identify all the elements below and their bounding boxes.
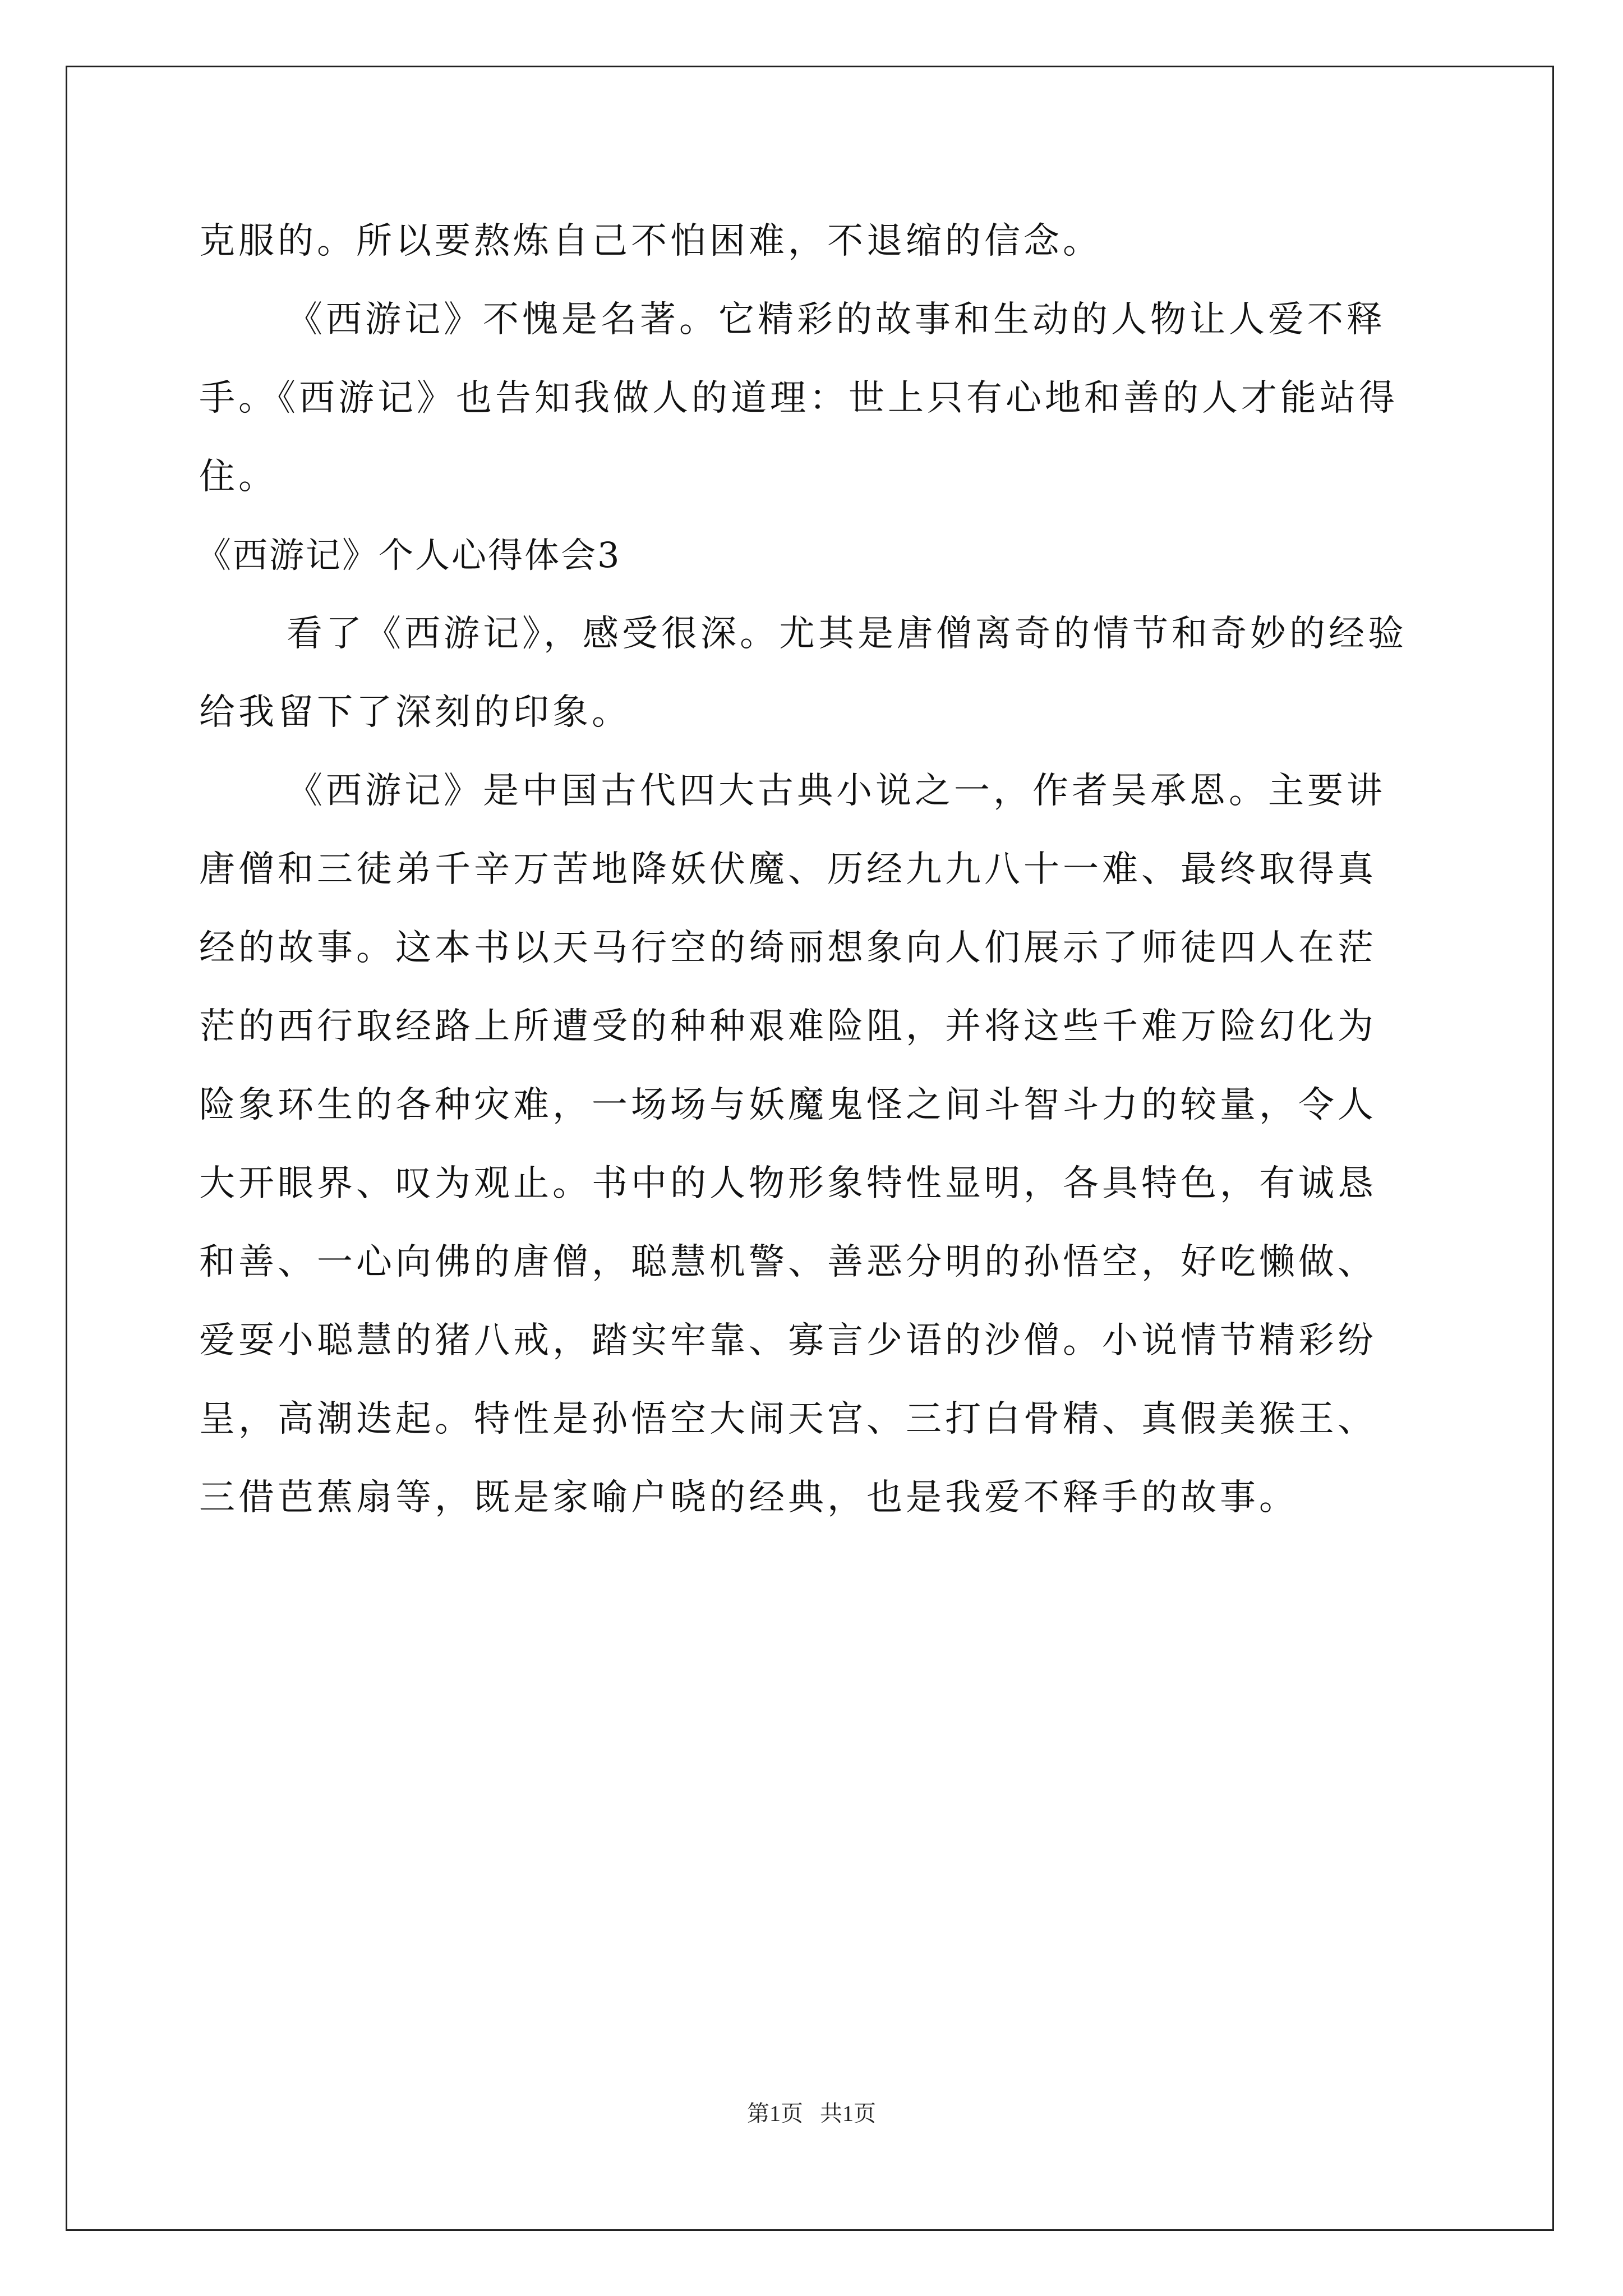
text-line: 大开眼界、叹为观止。书中的人物形象特性显明，各具特色，有诚恳 [199, 1163, 1377, 1204]
text-line: 呈，高潮迭起。特性是孙悟空大闹天宫、三打白骨精、真假美猴王、 [199, 1398, 1377, 1440]
text-line: 唐僧和三徒弟千辛万苦地降妖伏魔、历经九九八十一难、最终取得真 [199, 849, 1377, 890]
text-line: 给我留下了深刻的印象。 [199, 692, 631, 733]
page-number: 第1页 [747, 2101, 803, 2126]
text-line: 《西游记》不愧是名著。它精彩的故事和生动的人物让人爱不释 [287, 299, 1386, 341]
text-line: 和善、一心向佛的唐僧，聪慧机警、善恶分明的孙悟空，好吃懒做、 [199, 1241, 1377, 1283]
section-heading: 《西游记》个人心得体会3 [196, 535, 621, 576]
text-line: 住。 [199, 456, 278, 498]
text-line: 茫的西行取经路上所遭受的种种艰难险阻，并将这些千难万险幻化为 [199, 1006, 1377, 1047]
text-line: 克服的。所以要熬炼自己不怕困难，不退缩的信念。 [199, 220, 1102, 262]
text-line: 爱耍小聪慧的猪八戒，踏实牢靠、寡言少语的沙僧。小说情节精彩纷 [199, 1320, 1377, 1361]
text-line: 三借芭蕉扇等，既是家喻户晓的经典，也是我爱不释手的故事。 [199, 1477, 1298, 1519]
page-total: 共1页 [820, 2101, 876, 2126]
text-line: 手。《西游记》也告知我做人的道理：世上只有心地和善的人才能站得 [199, 378, 1398, 419]
text-line: 经的故事。这本书以天马行空的绮丽想象向人们展示了师徒四人在茫 [199, 927, 1377, 969]
text-line: 看了《西游记》，感受很深。尤其是唐僧离奇的情节和奇妙的经验 [287, 613, 1407, 655]
text-line: 险象环生的各种灾难，一场场与妖魔鬼怪之间斗智斗力的较量，令人 [199, 1084, 1377, 1126]
text-line: 《西游记》是中国古代四大古典小说之一，作者吴承恩。主要讲 [287, 770, 1386, 812]
page-footer [0, 2097, 1623, 2131]
